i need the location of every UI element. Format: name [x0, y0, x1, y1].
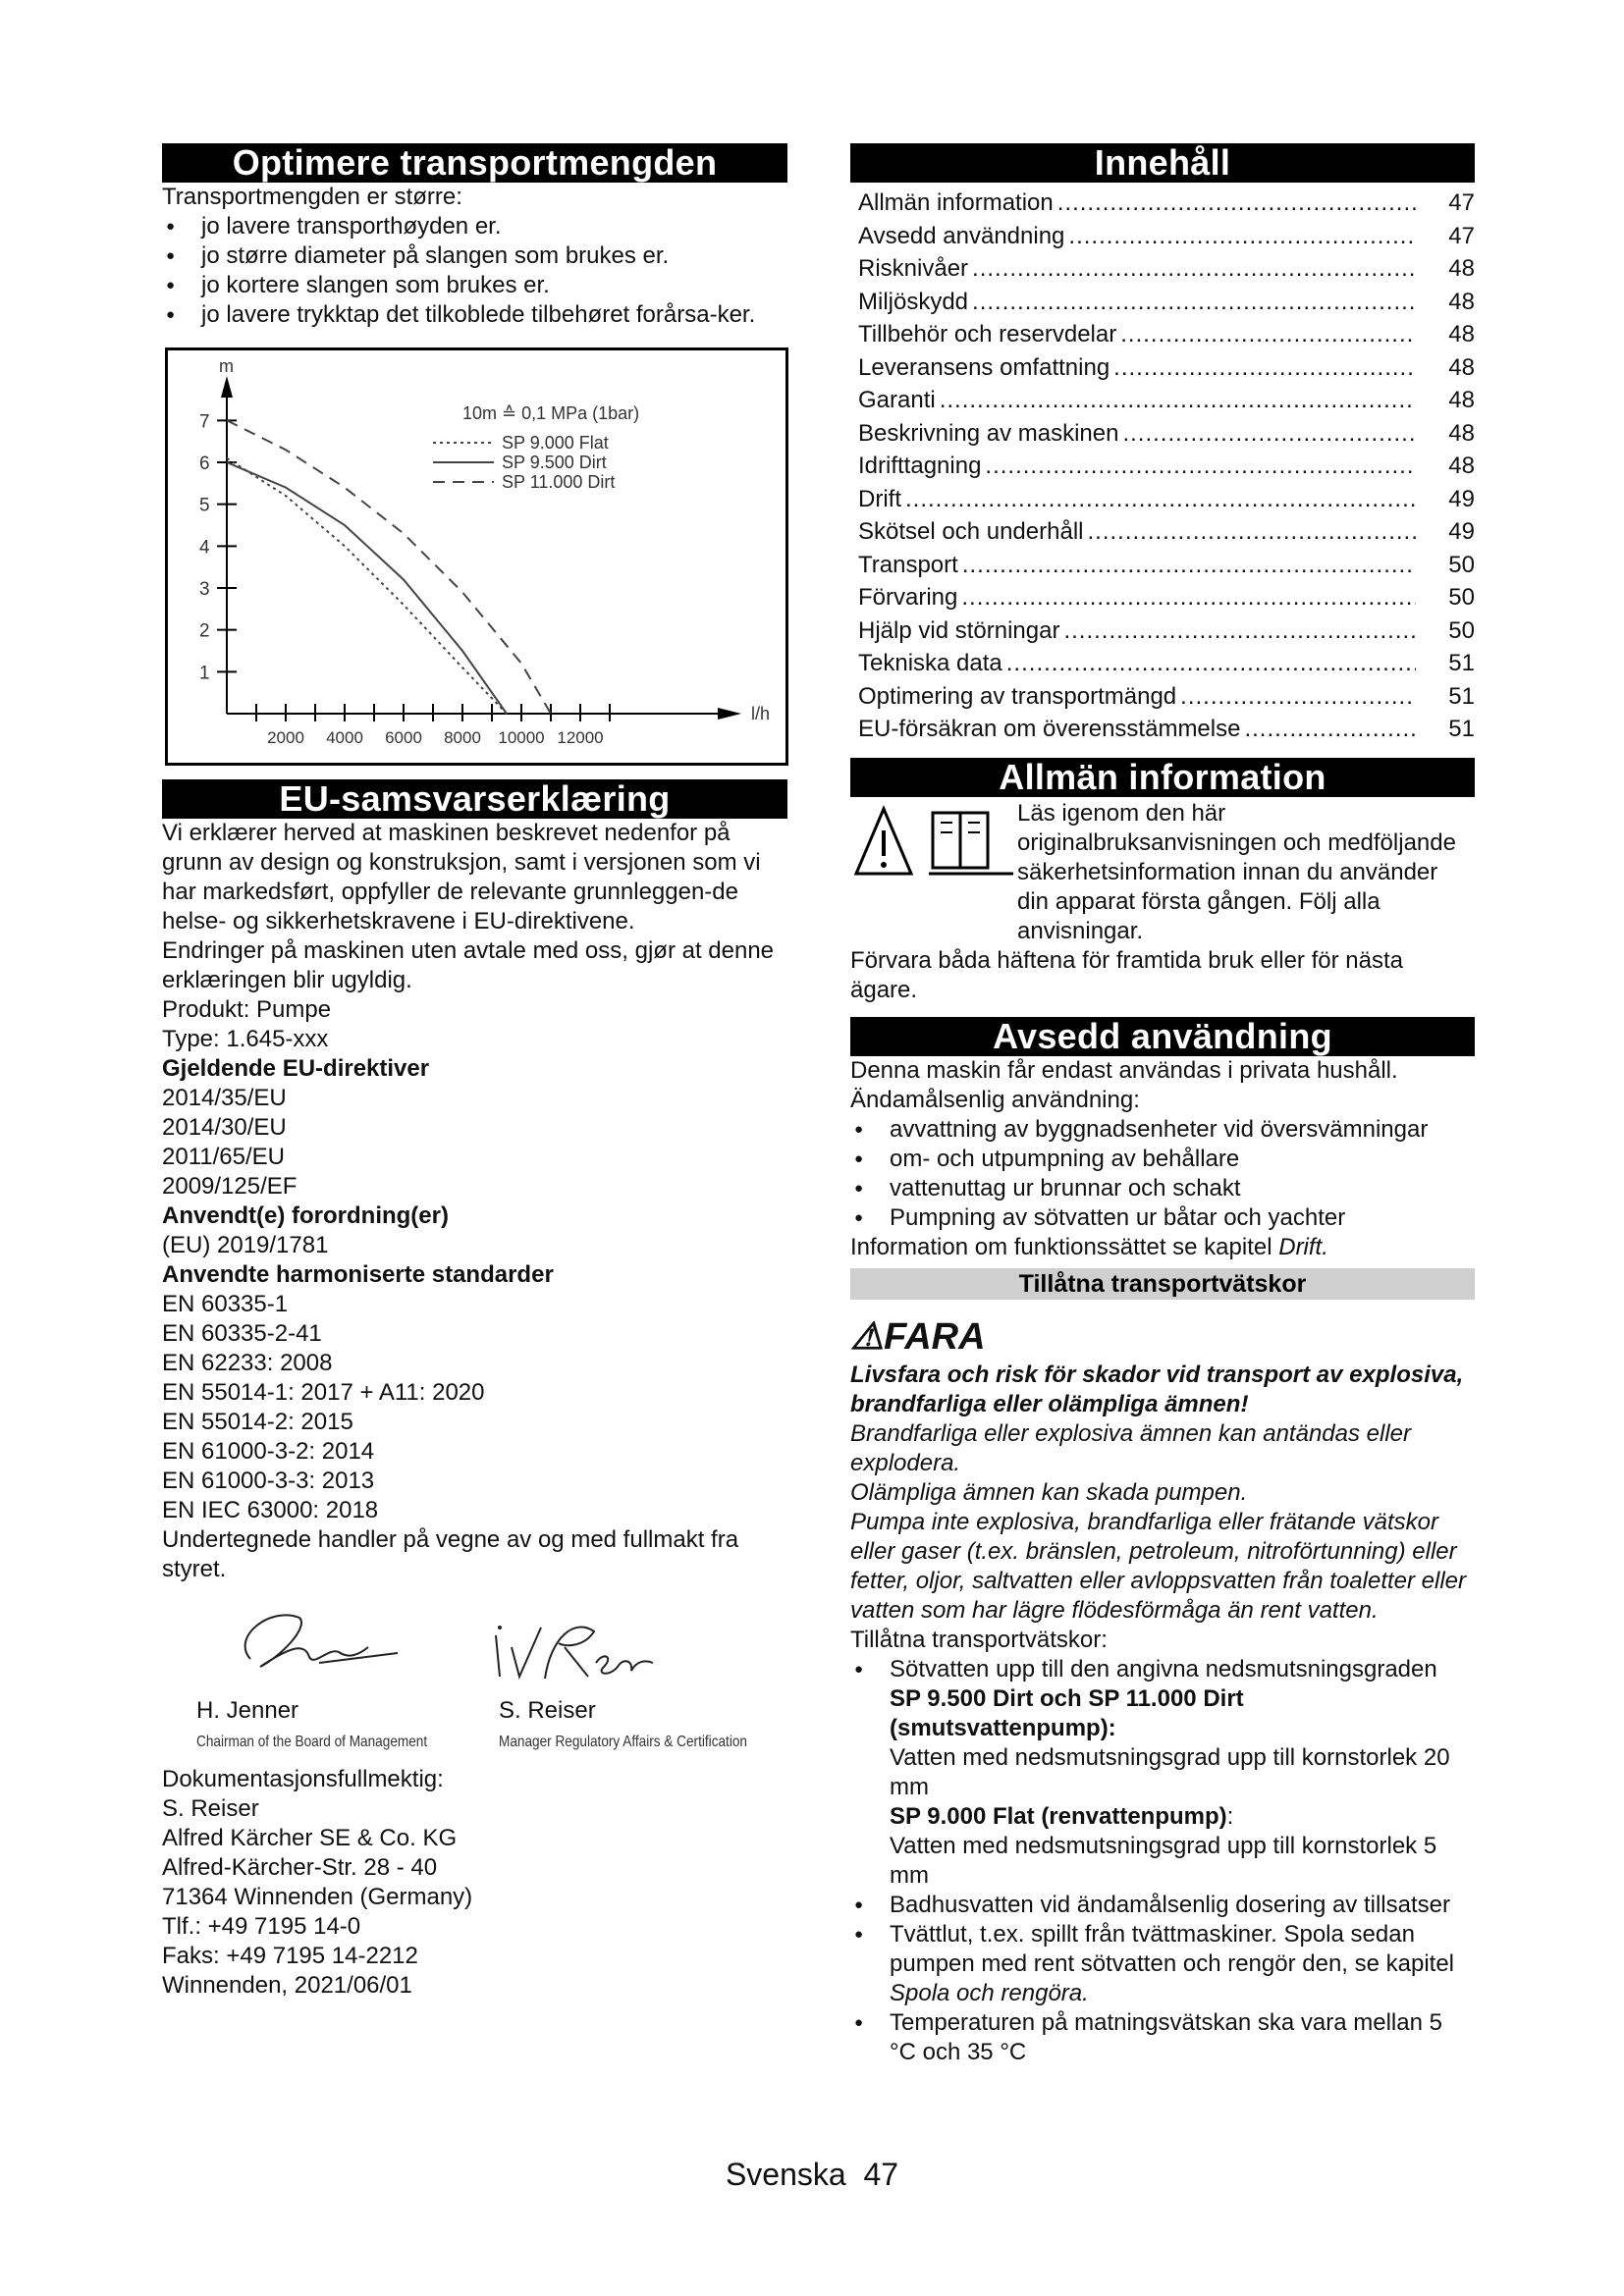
standard-item: EN IEC 63000: 2018	[162, 1497, 379, 1523]
directive-item: 2009/125/EF	[162, 1173, 298, 1200]
toc-entry-label: Drift	[858, 485, 901, 512]
allowed-list	[850, 1655, 1475, 2067]
toc-leader-dots	[1120, 318, 1416, 351]
list-item: ● jo kortere slangen som brukes er.	[162, 271, 787, 300]
address-line: 71364 Winnenden (Germany)	[162, 1884, 473, 1910]
eu-product: Produkt: Pumpe	[162, 996, 332, 1023]
toc-leader-dots	[972, 252, 1416, 286]
list-item: ● vattenuttag ur brunnar och schakt	[850, 1174, 1475, 1203]
toc-leader-dots	[1113, 351, 1416, 385]
sub1-text: Vatten med nedsmutsningsgrad upp till kornstorlek 20 mm	[890, 1743, 1450, 1800]
y-tick-label: 3	[199, 579, 210, 600]
address-line: Dokumentasjonsfullmektig:	[162, 1766, 444, 1792]
toc-entry-page: 51	[1448, 716, 1475, 742]
toc-leader-dots	[961, 581, 1416, 614]
address-line: Tlf.: +49 7195 14-0	[162, 1913, 361, 1940]
standard-item: EN 61000-3-2: 2014	[162, 1438, 375, 1465]
signer2-name: S. Reiser	[499, 1697, 596, 1724]
toc-entry[interactable]	[858, 450, 1475, 483]
regulation-heading: Anvendt(e) forordning(er)	[162, 1202, 449, 1229]
intended-info	[850, 1233, 1475, 1262]
toc-entry-label: Avsedd användning	[858, 222, 1065, 249]
address-line: Winnenden, 2021/06/01	[162, 1972, 412, 1999]
legend-label-1: SP 9.500 Dirt	[502, 453, 607, 472]
x-tick-label: 6000	[385, 728, 422, 747]
directive-item: 2014/30/EU	[162, 1114, 287, 1141]
eu-heading: EU-samsvarserklæring	[162, 779, 787, 819]
signer1-name: H. Jenner	[196, 1697, 299, 1724]
toc-entry-page: 47	[1448, 222, 1475, 249]
sub2-text: Vatten med nedsmutsningsgrad upp till kornstorlek 5 mm	[890, 1832, 1437, 1889]
toc-leader-dots	[940, 384, 1416, 417]
sub2-heading-line	[890, 1802, 1475, 1832]
toc-entry[interactable]	[858, 483, 1475, 516]
toc-leader-dots	[1180, 680, 1416, 714]
allowed-item1: Sötvatten upp till den angivna nedsmutsningsgraden	[890, 1655, 1437, 1682]
x-tick-label: 12000	[557, 728, 604, 747]
x-tick-label: 10000	[498, 728, 545, 747]
list-item: ● avvattning av byggnadsenheter vid översvämningar	[850, 1115, 1475, 1145]
toc-entry[interactable]	[858, 318, 1475, 351]
y-tick-label: 4	[199, 537, 210, 559]
toc-entry[interactable]	[858, 220, 1475, 253]
standards-heading: Anvendte harmoniserte standarder	[162, 1261, 554, 1288]
sub2-colon: :	[1226, 1802, 1234, 1830]
series-line-1	[227, 462, 507, 714]
toc-leader-dots	[1244, 713, 1416, 746]
toc-leader-dots	[1057, 187, 1416, 220]
toc-leader-dots	[972, 286, 1416, 319]
signer2-title: Manager Regulatory Affairs & Certification	[499, 1734, 747, 1750]
toc-entry-page: 48	[1448, 288, 1475, 315]
toc-list	[850, 187, 1475, 746]
toc-entry-page: 48	[1448, 387, 1475, 413]
optimize-intro: Transportmengden er større:	[162, 184, 462, 210]
list-item: ● jo lavere transporthøyden er.	[162, 212, 787, 241]
legend-label-0: SP 9.000 Flat	[502, 433, 609, 453]
directive-item: 2014/35/EU	[162, 1085, 287, 1111]
general-intro	[850, 799, 1475, 946]
x-tick-label: 8000	[444, 728, 481, 747]
right-column	[850, 143, 1475, 2067]
standard-item: EN 62233: 2008	[162, 1350, 333, 1376]
toc-entry[interactable]	[858, 417, 1475, 451]
toc-entry-label: Tillbehör och reservdelar	[858, 321, 1117, 347]
legend-label-2: SP 11.000 Dirt	[502, 472, 616, 492]
general-para2: Förvara båda häftena för framtida bruk eller för nästa ägare.	[850, 946, 1403, 1003]
regulation-item: (EU) 2019/1781	[162, 1232, 329, 1258]
eu-para2: Endringer på maskinen uten avtale med oss, gjør at denne erklæringen blir ugyldig.	[162, 937, 775, 993]
toc-entry[interactable]	[858, 614, 1475, 648]
allowed-intro: Tillåtna transportvätskor:	[850, 1626, 1108, 1653]
optimize-list	[162, 212, 787, 330]
general-heading: Allmän information	[850, 758, 1475, 797]
toc-leader-dots	[1068, 220, 1416, 253]
toc-leader-dots	[1087, 515, 1416, 549]
toc-leader-dots	[1006, 647, 1416, 680]
y-tick-label: 6	[199, 454, 210, 474]
signatures	[162, 1598, 787, 1765]
list-item: ● Badhusvatten vid ändamålsenlig dosering av tillsatser	[850, 1891, 1475, 1920]
signature-reiser-image	[486, 1598, 663, 1696]
toc-entry[interactable]	[858, 713, 1475, 746]
directive-item: 2011/65/EU	[162, 1144, 285, 1170]
x-axis-label: l/h	[751, 704, 771, 723]
general-para1: Läs igenom den här originalbruksanvisningen och medföljande säkerhetsinformation innan du använder din apparat första gången. Följ alla anvisningar.	[1017, 799, 1456, 944]
toc-entry-page: 48	[1448, 255, 1475, 282]
toc-entry-label: Tekniska data	[858, 650, 1002, 676]
toc-entry[interactable]	[858, 187, 1475, 220]
toc-entry-label: Skötsel och underhåll	[858, 518, 1084, 545]
danger-icon: ⚠	[850, 1315, 885, 1358]
danger-word: FARA	[884, 1315, 986, 1358]
pump-curve-chart	[165, 347, 788, 766]
list-item: ● om- och utpumpning av behållare	[850, 1145, 1475, 1174]
intended-heading: Avsedd användning	[850, 1017, 1475, 1056]
intended-info-link[interactable]: Drift.	[1278, 1233, 1328, 1260]
toc-leader-dots	[905, 483, 1416, 516]
intended-list	[850, 1115, 1475, 1233]
list-item: ● Pumpning av sötvatten ur båtar och yachter	[850, 1203, 1475, 1233]
toc-entry-page: 49	[1448, 518, 1475, 545]
toc-entry-page: 50	[1448, 616, 1475, 644]
standard-item: EN 60335-2-41	[162, 1320, 322, 1347]
left-column	[162, 143, 787, 2001]
intended-info-text: Information om funktionssättet se kapitel	[850, 1233, 1272, 1260]
chart-svg	[168, 350, 785, 763]
directives-heading: Gjeldende EU-direktiver	[162, 1055, 430, 1082]
toc-entry-page: 48	[1448, 419, 1475, 447]
y-axis-arrow	[221, 376, 233, 398]
toc-entry[interactable]	[858, 515, 1475, 549]
toc-entry[interactable]	[858, 549, 1475, 582]
toc-heading: Innehåll	[850, 143, 1475, 183]
intended-line2: Ändamålsenlig användning:	[850, 1086, 1140, 1113]
toc-leader-dots	[962, 549, 1416, 582]
toc-entry[interactable]	[858, 384, 1475, 417]
toc-entry-label: Risknivåer	[858, 255, 969, 282]
toc-entry-label: Transport	[858, 551, 958, 578]
address-line: S. Reiser	[162, 1795, 259, 1822]
y-axis-label: m	[219, 356, 234, 376]
danger-heading	[850, 1313, 1475, 1361]
allowed-item3-link[interactable]: Spola och rengöra.	[890, 1979, 1089, 2006]
toc-entry-label: Hjälp vid störningar	[858, 616, 1060, 644]
series-line-0	[227, 458, 507, 714]
footer-page-number: 47	[863, 2157, 899, 2192]
chart-annotation: 10m ≙ 0,1 MPa (1bar)	[462, 403, 640, 423]
address-line: Faks: +49 7195 14-2212	[162, 1943, 418, 1969]
x-tick-label: 4000	[326, 728, 363, 747]
toc-entry-page: 48	[1448, 321, 1475, 347]
footer-language: Svenska	[725, 2157, 846, 2192]
toc-leader-dots	[985, 450, 1416, 483]
y-tick-label: 5	[199, 495, 210, 516]
list-item	[850, 1655, 1475, 1891]
standard-item: EN 60335-1	[162, 1291, 289, 1317]
toc-entry-page: 47	[1448, 189, 1475, 216]
x-tick-label: 2000	[267, 728, 304, 747]
toc-entry[interactable]	[858, 647, 1475, 680]
toc-entry-label: Garanti	[858, 387, 936, 413]
toc-entry-label: Idrifttagning	[858, 453, 982, 479]
optimize-heading: Optimere transportmengden	[162, 143, 787, 183]
toc-entry-page: 48	[1448, 453, 1475, 479]
fluids-heading: Tillåtna transportvätskor	[850, 1268, 1475, 1300]
toc-entry[interactable]	[858, 581, 1475, 614]
toc-entry[interactable]	[858, 351, 1475, 385]
sub2-heading: SP 9.000 Flat (renvattenpump)	[890, 1802, 1227, 1830]
standard-item: EN 61000-3-3: 2013	[162, 1468, 375, 1494]
list-item: ● jo større diameter på slangen som brukes er.	[162, 241, 787, 271]
toc-entry-label: Beskrivning av maskinen	[858, 419, 1119, 447]
toc-leader-dots	[1122, 417, 1416, 451]
toc-entry-label: EU-försäkran om överensstämmelse	[858, 716, 1241, 742]
danger-line: Brandfarliga eller explosiva ämnen kan antändas eller explodera.	[850, 1419, 1412, 1476]
toc-entry-label: Miljöskydd	[858, 288, 969, 315]
toc-leader-dots	[1063, 614, 1416, 648]
danger-line: Olämpliga ämnen kan skada pumpen.	[850, 1478, 1248, 1506]
toc-entry-page: 49	[1448, 485, 1475, 512]
list-item: ● Temperaturen på matningsvätskan ska vara mellan 5 °C och 35 °C	[850, 2008, 1475, 2067]
standard-item: EN 55014-2: 2015	[162, 1409, 353, 1435]
danger-bold: Livsfara och risk för skador vid transport av explosiva, brandfarliga eller olämpliga ämnen!	[850, 1361, 1464, 1417]
list-item: ● jo lavere trykktap det tilkoblede tilbehøret forårsa-ker.	[162, 300, 787, 330]
warning-manual-icon	[850, 799, 1017, 883]
y-tick-label: 2	[199, 620, 210, 642]
eu-type: Type: 1.645-xxx	[162, 1026, 329, 1052]
x-axis-arrow	[718, 708, 741, 720]
signer1-title: Chairman of the Board of Management	[196, 1734, 428, 1750]
address-line: Alfred-Kärcher-Str. 28 - 40	[162, 1854, 438, 1881]
toc-entry-label: Allmän information	[858, 189, 1054, 216]
toc-entry[interactable]	[858, 680, 1475, 714]
standard-item: EN 55014-1: 2017 + A11: 2020	[162, 1379, 485, 1406]
toc-entry[interactable]	[858, 286, 1475, 319]
toc-entry-page: 50	[1448, 584, 1475, 611]
allowed-item3-text: Tvättlut, t.ex. spillt från tvättmaskiner. Spola sedan pumpen med rent sötvatten och rengör den, se kapitel	[890, 1920, 1455, 1977]
sub1-heading: SP 9.500 Dirt och SP 11.000 Dirt (smutsvattenpump):	[890, 1684, 1244, 1741]
list-item	[850, 1920, 1475, 2008]
page-footer	[0, 2157, 1624, 2192]
toc-entry-label: Leveransens omfattning	[858, 353, 1110, 381]
danger-line: Pumpa inte explosiva, brandfarliga eller frätande vätskor eller gaser (t.ex. bränslen, petroleum, nitroförtunning) eller fetter, oljor, saltvatten eller avloppsvatten från toaletter eller vatten som har lägre flödesförmåga än rent vatten.	[850, 1508, 1467, 1624]
toc-entry[interactable]	[858, 252, 1475, 286]
y-tick-label: 7	[199, 411, 210, 433]
signature-jenner-image	[211, 1598, 407, 1696]
toc-entry-page: 48	[1448, 353, 1475, 381]
address-line: Alfred Kärcher SE & Co. KG	[162, 1825, 458, 1851]
eu-para1: Vi erklærer herved at maskinen beskrevet nedenfor på grunn av design og konstruksjon, samt i versjonen som vi har markedsført, oppfyller de relevante grunnleggen-de helse- og sikkerhetskravene i EU-direktivene.	[162, 820, 761, 934]
toc-entry-label: Förvaring	[858, 584, 958, 611]
toc-entry-page: 51	[1448, 650, 1475, 676]
signoff-text: Undertegnede handler på vegne av og med fullmakt fra styret.	[162, 1526, 739, 1582]
intended-line1: Denna maskin får endast användas i privata hushåll.	[850, 1056, 1398, 1084]
toc-entry-page: 51	[1448, 682, 1475, 710]
toc-entry-page: 50	[1448, 551, 1475, 578]
y-tick-label: 1	[199, 663, 210, 684]
toc-entry-label: Optimering av transportmängd	[858, 682, 1177, 710]
